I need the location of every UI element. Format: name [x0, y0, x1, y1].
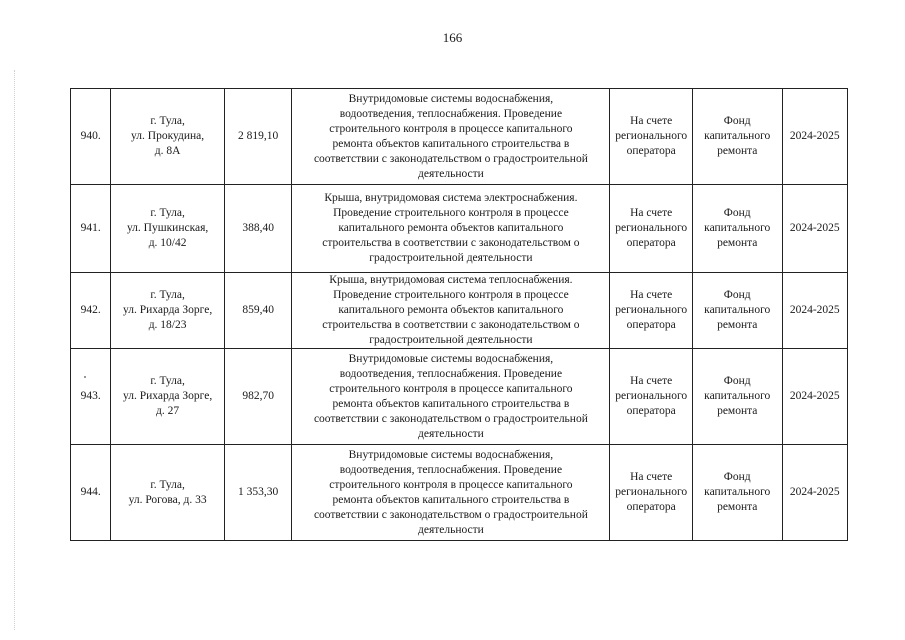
address-cell — [111, 445, 225, 541]
account-line: На счете — [630, 471, 673, 483]
work-line: строительного контроля в процессе капитального — [329, 478, 573, 491]
fund-cell — [692, 445, 782, 541]
table-row — [71, 445, 848, 541]
period-cell: 2024-2025 — [782, 185, 848, 273]
table-row — [71, 349, 848, 445]
work-line: деятельности — [417, 167, 484, 180]
address-line: ул. Рихарда Зорге, — [122, 390, 213, 402]
table-row — [71, 185, 848, 273]
work-line: капитального ремонта объектов капитального — [338, 304, 564, 316]
address-line: д. 10/42 — [148, 237, 187, 249]
address-line: ул. Пушкинская, — [126, 222, 209, 234]
fund-cell — [692, 273, 782, 349]
account-line: На счете — [630, 115, 673, 127]
row-number: 942. — [71, 273, 111, 349]
work-line: соответствии с законодательством о градостроительной — [313, 152, 588, 165]
work-line: Крыша, внутридомовая система электроснабжения. — [324, 192, 578, 204]
table-row — [71, 273, 848, 349]
work-line: ремонта объектов капитального строительства в — [332, 493, 570, 506]
work-line: ремонта объектов капитального строительства в — [332, 137, 570, 150]
account-line: регионального — [615, 130, 688, 142]
period-cell: 2024-2025 — [782, 445, 848, 541]
address-cell — [111, 185, 225, 273]
address-cell — [111, 89, 225, 185]
fund-line: ремонта — [717, 501, 758, 513]
work-description-cell — [292, 89, 610, 185]
address-line: ул. Рихарда Зорге, — [122, 304, 213, 316]
fund-line: Фонд — [723, 289, 751, 301]
fund-line: Фонд — [723, 375, 751, 387]
work-line: Внутридомовые системы водоснабжения, — [348, 448, 554, 461]
address-line: д. 8А — [154, 145, 181, 157]
fund-line: капитального — [704, 390, 771, 402]
period-cell: 2024-2025 — [782, 349, 848, 445]
work-line: деятельности — [417, 427, 484, 440]
fund-line: капитального — [704, 486, 771, 498]
work-line: строительства в соответствии с законодательством о — [322, 237, 580, 249]
work-line: градостроительной деятельности — [369, 252, 533, 264]
work-line: строительного контроля в процессе капитального — [329, 382, 573, 395]
fund-cell — [692, 349, 782, 445]
work-line: Внутридомовые системы водоснабжения, — [348, 92, 554, 105]
page-number: 166 — [442, 30, 463, 45]
account-cell — [610, 273, 693, 349]
area-cell: 982,70 — [224, 349, 291, 445]
address-line: ул. Прокудина, — [131, 130, 205, 142]
account-line: На счете — [630, 289, 673, 301]
address-line: д. 18/23 — [148, 319, 187, 331]
address-line: г. Тула, — [150, 207, 185, 219]
table-row — [71, 89, 848, 185]
account-line: оператора — [626, 145, 676, 157]
address-line: д. 27 — [156, 405, 180, 417]
address-line: г. Тула, — [150, 478, 185, 491]
account-line: оператора — [626, 501, 676, 513]
work-line: водоотведения, теплоснабжения. Проведение — [339, 367, 563, 380]
account-cell — [610, 89, 693, 185]
address-cell — [111, 349, 225, 445]
fund-line: капитального — [704, 222, 771, 234]
account-line: оператора — [626, 405, 676, 417]
fund-line: Фонд — [723, 207, 751, 219]
fund-line: капитального — [704, 304, 771, 316]
work-line: Проведение строительного контроля в процессе — [333, 207, 569, 219]
account-line: регионального — [615, 304, 688, 316]
address-line: ул. Рогова, д. 33 — [128, 493, 207, 506]
work-line: ремонта объектов капитального строительства в — [332, 397, 570, 410]
work-line: капитального ремонта объектов капитального — [338, 222, 564, 234]
fund-line: ремонта — [717, 405, 758, 417]
work-line: соответствии с законодательством о градостроительной — [313, 508, 588, 521]
work-line: Проведение строительного контроля в процессе — [333, 289, 569, 301]
work-line: строительства в соответствии с законодательством о — [322, 319, 580, 331]
fund-line: капитального — [704, 130, 771, 142]
fund-line: ремонта — [717, 145, 758, 157]
row-number: 943. — [71, 349, 111, 445]
fund-cell — [692, 185, 782, 273]
fund-line: ремонта — [717, 237, 758, 249]
area-cell: 1 353,30 — [224, 445, 291, 541]
account-line: регионального — [615, 390, 688, 402]
fund-line: Фонд — [723, 115, 751, 127]
period-cell: 2024-2025 — [782, 89, 848, 185]
period-cell: 2024-2025 — [782, 273, 848, 349]
area-cell: 859,40 — [224, 273, 291, 349]
row-number: 944. — [71, 445, 111, 541]
account-cell — [610, 445, 693, 541]
area-cell: 388,40 — [224, 185, 291, 273]
address-line: г. Тула, — [150, 115, 185, 127]
account-line: оператора — [626, 319, 676, 331]
work-description-cell — [292, 185, 610, 273]
area-cell: 2 819,10 — [224, 89, 291, 185]
work-line: Крыша, внутридомовая система теплоснабжения. — [329, 274, 573, 286]
fund-cell — [692, 89, 782, 185]
fund-line: ремонта — [717, 319, 758, 331]
address-line: г. Тула, — [150, 375, 185, 387]
account-cell — [610, 185, 693, 273]
work-line: строительного контроля в процессе капитального — [329, 122, 573, 135]
account-line: регионального — [615, 486, 688, 498]
work-line: Внутридомовые системы водоснабжения, — [348, 352, 554, 365]
row-number: 941. — [71, 185, 111, 273]
account-cell — [610, 349, 693, 445]
work-line: соответствии с законодательством о градостроительной — [313, 412, 588, 425]
account-line: На счете — [630, 375, 673, 387]
repair-registry-table — [70, 88, 848, 541]
work-description-cell — [292, 273, 610, 349]
work-line: водоотведения, теплоснабжения. Проведение — [339, 463, 563, 476]
work-description-cell — [292, 445, 610, 541]
account-line: оператора — [626, 237, 676, 249]
work-description-cell — [292, 349, 610, 445]
account-line: регионального — [615, 222, 688, 234]
scan-margin-marks — [14, 70, 19, 630]
row-number: 940. — [71, 89, 111, 185]
work-line: градостроительной деятельности — [369, 334, 533, 346]
work-line: деятельности — [417, 523, 484, 536]
fund-line: Фонд — [723, 471, 751, 483]
address-cell — [111, 273, 225, 349]
account-line: На счете — [630, 207, 673, 219]
address-line: г. Тула, — [150, 289, 185, 301]
work-line: водоотведения, теплоснабжения. Проведение — [339, 107, 563, 120]
